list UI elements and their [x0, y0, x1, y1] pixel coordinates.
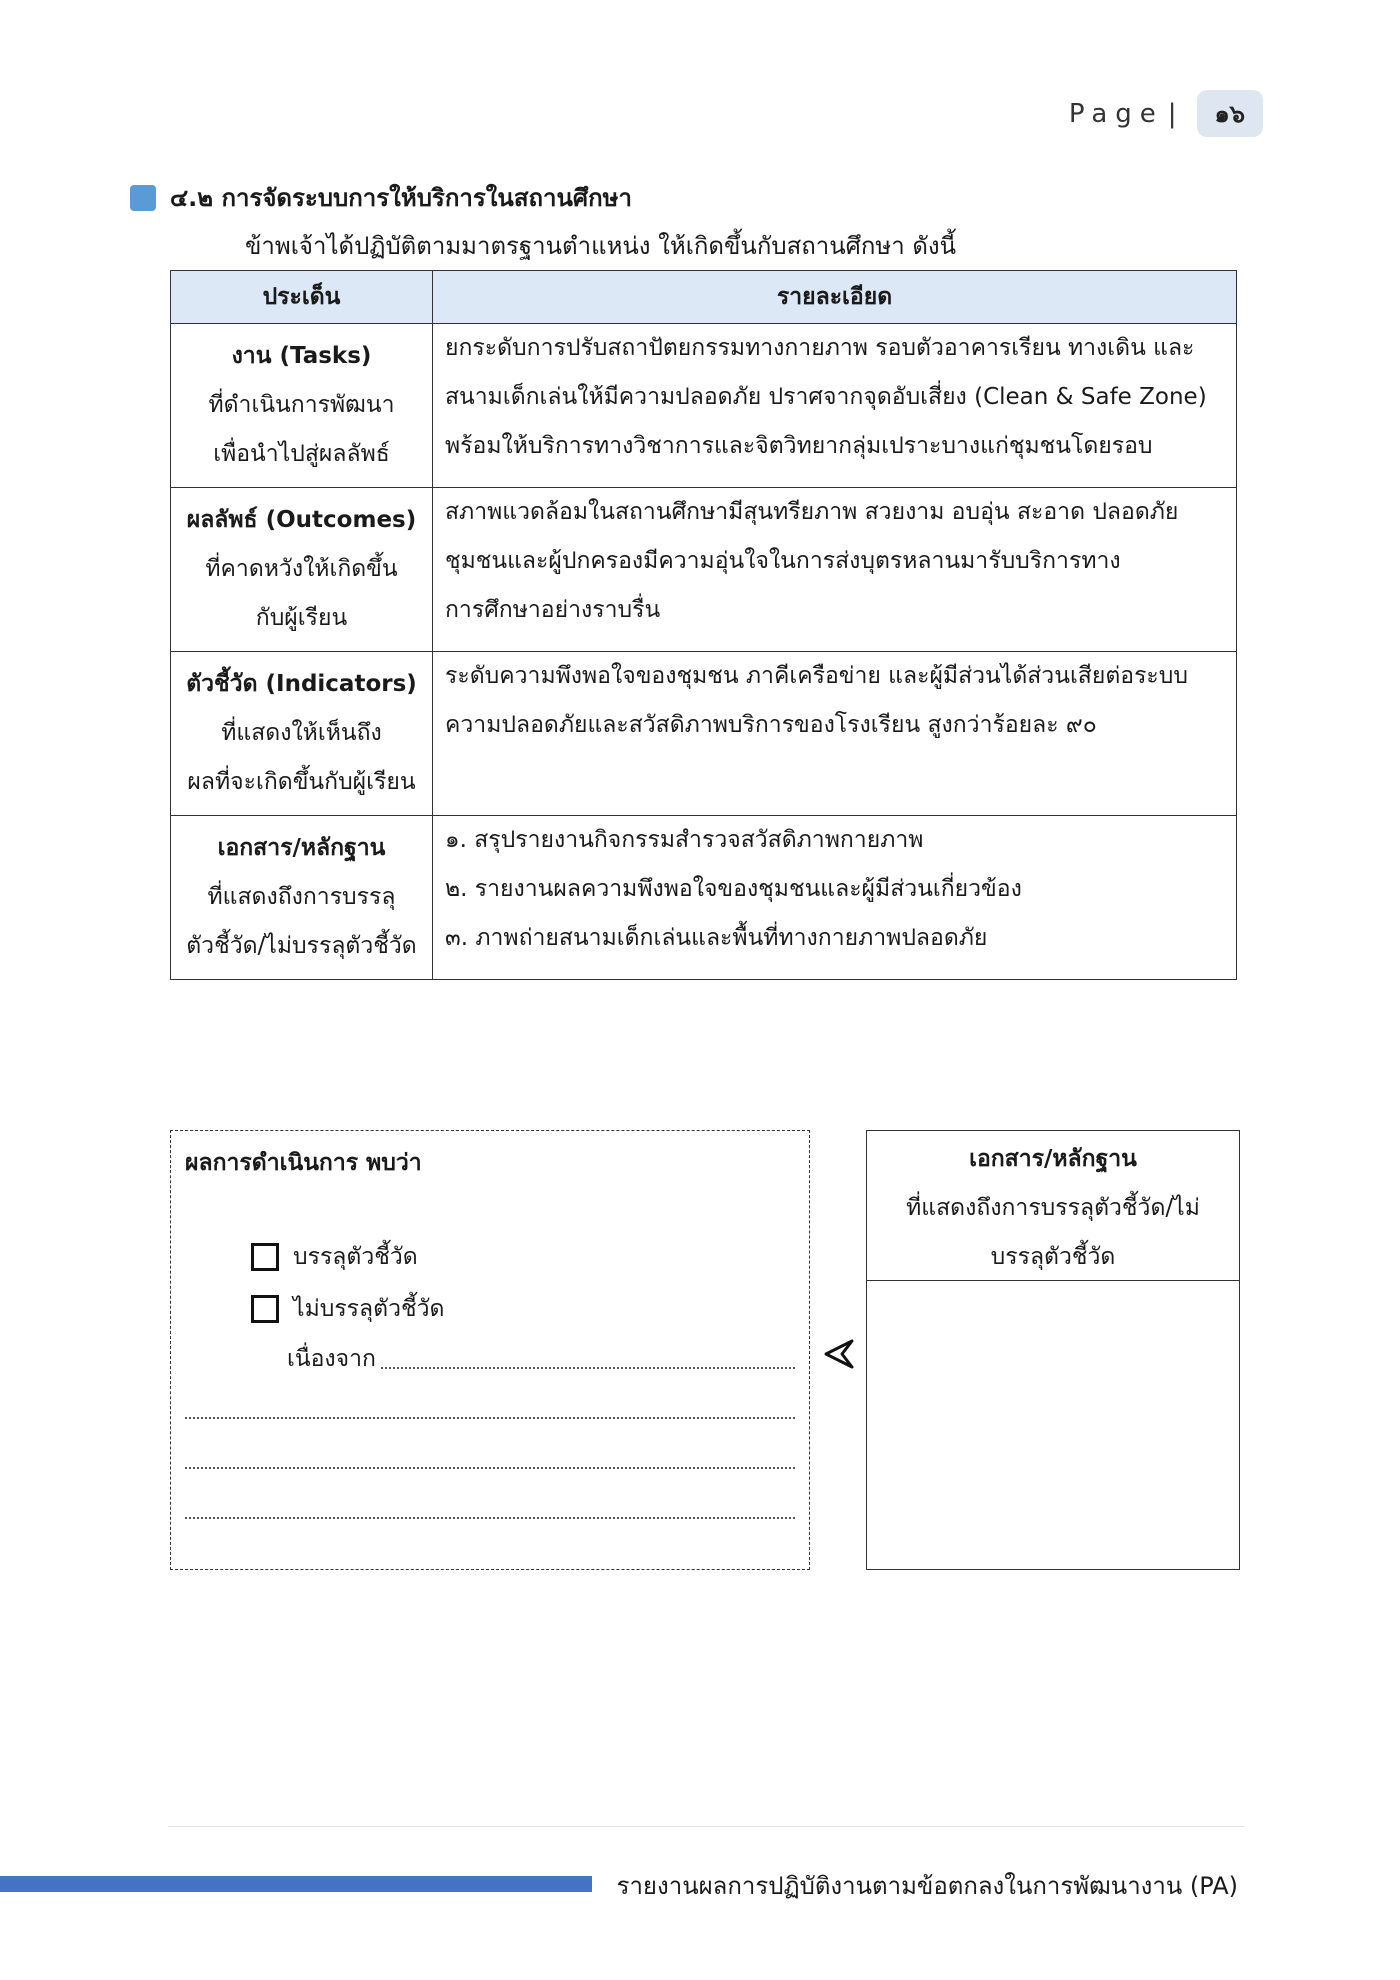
option-not-achieved-label: ไม่บรรลุตัวชี้วัด: [293, 1296, 445, 1322]
reason-dotted-line[interactable]: [185, 1467, 795, 1469]
page-separator: |: [1167, 98, 1177, 129]
detail-line: การศึกษาอย่างราบรื่น: [445, 597, 661, 623]
evidence-box: [866, 1130, 1240, 1570]
page-number-badge: ๑๖: [1197, 90, 1263, 137]
page-label: Page: [1068, 98, 1164, 129]
detail-cell: [433, 816, 1237, 980]
detail-line: สภาพแวดล้อมในสถานศึกษามีสุนทรียภาพ สวยงาม อบอุ่น สะอาด ปลอดภัย: [445, 499, 1179, 525]
column-header-issue: ประเด็น: [171, 271, 433, 324]
table-header-row: [171, 271, 1237, 324]
because-label: เนื่องจาก: [287, 1346, 376, 1372]
detail-cell: [433, 488, 1237, 652]
evidence-line: ที่แสดงถึงการบรรลุตัวชี้วัด/ไม่: [906, 1195, 1200, 1221]
result-box: [170, 1130, 810, 1570]
issue-cell: [171, 816, 433, 980]
detail-line: ความปลอดภัยและสวัสดิภาพบริการของโรงเรียน สูงกว่าร้อยละ ๙๐: [445, 712, 1097, 738]
issue-cell: [171, 652, 433, 816]
issue-title: ผลลัพธ์ (Outcomes): [186, 507, 417, 533]
evidence-line: บรรลุตัวชี้วัด: [990, 1244, 1116, 1270]
reason-dotted-line[interactable]: [185, 1417, 795, 1419]
issue-line: ตัวชี้วัด/ไม่บรรลุตัวชี้วัด: [186, 933, 417, 959]
issue-title: งาน (Tasks): [231, 343, 372, 369]
option-achieved-label: บรรลุตัวชี้วัด: [293, 1244, 418, 1270]
standards-table: [170, 270, 1237, 980]
detail-line: ชุมชนและผู้ปกครองมีความอุ่นใจในการส่งบุตรหลานมารับบริการทาง: [445, 548, 1121, 574]
issue-line: กับผู้เรียน: [255, 605, 348, 631]
issue-line: ที่ดำเนินการพัฒนา: [208, 392, 395, 418]
section-intro: ข้าพเจ้าได้ปฏิบัติตามมาตรฐานตำแหน่ง ให้เกิดขึ้นกับสถานศึกษา ดังนี้: [245, 232, 957, 260]
issue-line: ผลที่จะเกิดขึ้นกับผู้เรียน: [187, 769, 416, 795]
issue-line: ที่คาดหวังให้เกิดขึ้น: [205, 556, 398, 582]
result-title: ผลการดำเนินการ พบว่า: [185, 1150, 422, 1176]
detail-cell: [433, 652, 1237, 816]
detail-line: ๓. ภาพถ่ายสนามเด็กเล่นและพื้นที่ทางกายภาพปลอดภัย: [445, 925, 988, 951]
issue-title: ตัวชี้วัด (Indicators): [186, 671, 417, 697]
detail-line: สนามเด็กเล่นให้มีความปลอดภัย ปราศจากจุดอับเสี่ยง (Clean & Safe Zone): [445, 384, 1207, 410]
column-header-detail: รายละเอียด: [433, 271, 1237, 324]
table-row: [171, 652, 1237, 816]
table-row: [171, 816, 1237, 980]
detail-cell: [433, 324, 1237, 488]
detail-line: พร้อมให้บริการทางวิชาการและจิตวิทยากลุ่มเปราะบางแก่ชุมชนโดยรอบ: [445, 433, 1153, 459]
table-row: [171, 324, 1237, 488]
issue-cell: [171, 324, 433, 488]
detail-line: ระดับความพึงพอใจของชุมชน ภาคีเครือข่าย และผู้มีส่วนได้ส่วนเสียต่อระบบ: [445, 663, 1188, 689]
issue-line: ที่แสดงให้เห็นถึง: [221, 720, 382, 746]
checkbox-not-achieved[interactable]: [251, 1295, 279, 1323]
section-bullet-icon: [130, 185, 156, 211]
issue-cell: [171, 488, 433, 652]
detail-line: ๑. สรุปรายงานกิจกรรมสำรวจสวัสดิภาพกายภาพ: [445, 827, 924, 853]
arrow-left-icon: [824, 1338, 854, 1378]
footer-divider: [168, 1826, 1244, 1827]
section-title: ๔.๒ การจัดระบบการให้บริการในสถานศึกษา: [170, 184, 632, 212]
reason-dotted-line[interactable]: [381, 1367, 795, 1369]
detail-line: ยกระดับการปรับสถาปัตยกรรมทางกายภาพ รอบตัวอาคารเรียน ทางเดิน และ: [445, 335, 1195, 361]
reason-dotted-line[interactable]: [185, 1517, 795, 1519]
footer-accent-bar: [0, 1876, 592, 1892]
issue-title: เอกสาร/หลักฐาน: [217, 835, 386, 861]
option-not-achieved[interactable]: [251, 1291, 444, 1327]
option-achieved[interactable]: [251, 1239, 418, 1275]
footer-text: รายงานผลการปฏิบัติงานตามข้อตกลงในการพัฒนางาน (PA): [616, 1872, 1238, 1900]
checkbox-achieved[interactable]: [251, 1243, 279, 1271]
table-row: [171, 488, 1237, 652]
issue-line: ที่แสดงถึงการบรรลุ: [207, 884, 396, 910]
detail-line: ๒. รายงานผลความพึงพอใจของชุมชนและผู้มีส่วนเกี่ยวข้อง: [445, 876, 1022, 902]
evidence-header: [867, 1131, 1239, 1281]
section-heading: [130, 178, 632, 217]
page-header: [1069, 90, 1263, 137]
evidence-title: เอกสาร/หลักฐาน: [969, 1146, 1137, 1172]
issue-line: เพื่อนำไปสู่ผลลัพธ์: [213, 441, 390, 467]
